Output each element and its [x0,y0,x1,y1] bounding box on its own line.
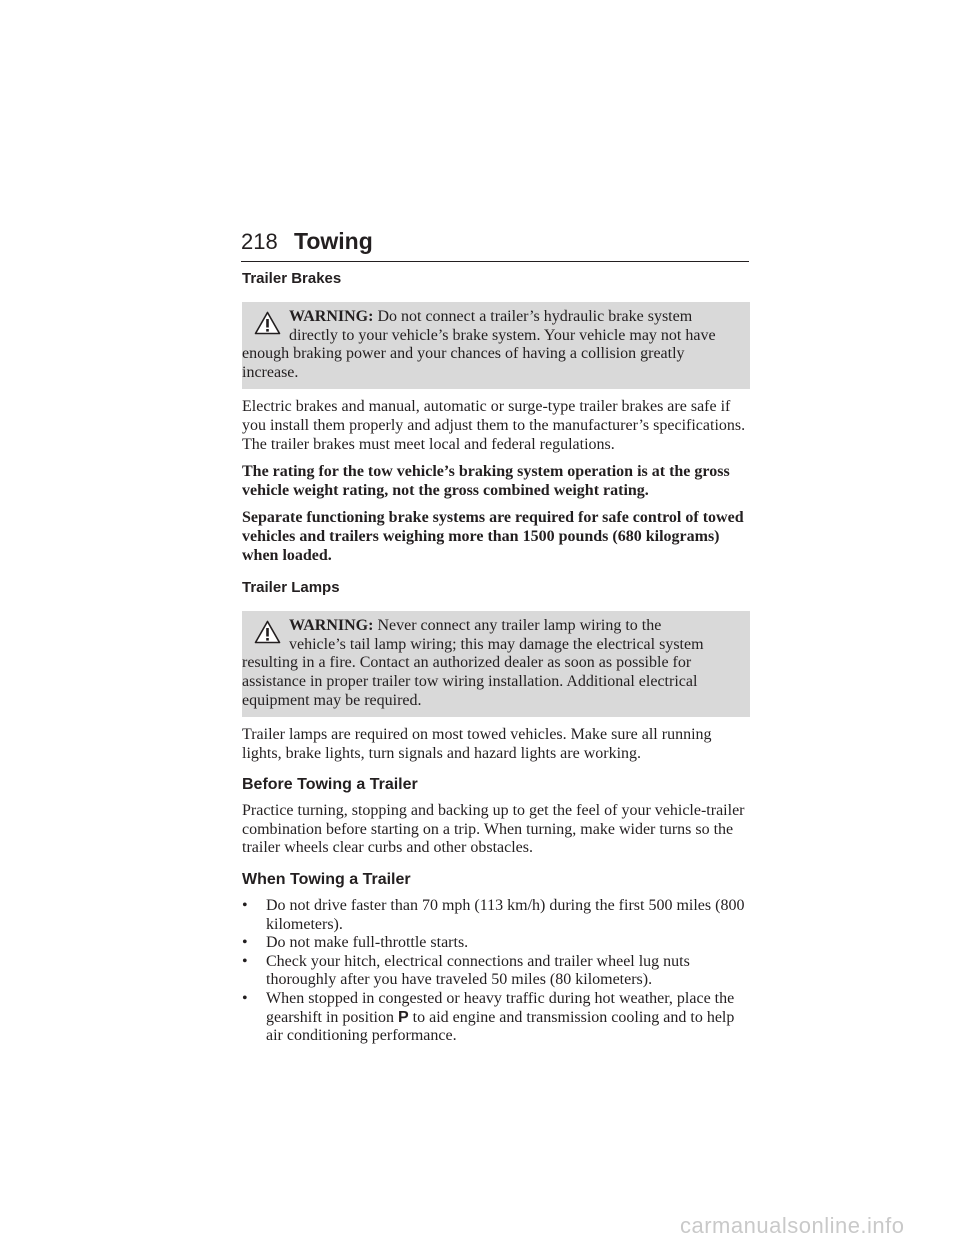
paragraph-electric-brakes: Electric brakes and manual, automatic or surge-type trailer brakes are safe if you install them properly and adjust them to the manufacturer’s specifications. The trailer brakes must meet local and federal regulations. [242,398,746,453]
paragraph-separate-brakes: Separate functioning brake systems are required for safe control of towed vehicles and trailers weighing more than 1500 pounds (680 kilograms) when loaded. [242,509,744,564]
warning-text-rest: enough braking power and your chances of having a collision greatly increase. [242,345,685,381]
section-heading-trailer-lamps: Trailer Lamps [242,579,340,597]
list-item-text: Check your hitch, electrical connections and trailer wheel lug nuts thoroughly after you have traveled 50 miles (80 kilometers). [266,952,690,989]
bullet-mark: • [242,934,248,952]
warning-line1: Do not connect a trailer’s hydraulic brake system [377,308,693,325]
warning-line1: Never connect any trailer lamp wiring to the [377,617,662,635]
list-item-text-after: to aid engine and transmission cooling and to help air conditioning performance. [266,1008,735,1045]
towing-tips-list [242,897,750,1046]
page-number: 218 [241,229,278,254]
section-heading-when-towing: When Towing a Trailer [242,871,411,889]
warning-label: WARNING: [289,617,374,635]
warning-first-line [242,617,742,636]
warning-box-trailer-lamps [242,611,750,717]
warning-text-cont: directly to your vehicle’s brake system. Your vehicle may not have [289,326,716,344]
list-item [242,934,750,953]
bullet-mark: • [242,897,248,915]
list-item-text-before: When stopped in congested or heavy traffic during hot weather, place the gearshift in position [266,990,735,1026]
list-item [242,990,750,1046]
gear-position-p: P [397,1008,409,1026]
warning-label: WARNING: [289,308,374,325]
chapter-title: Towing [294,228,373,254]
list-item [242,897,750,934]
warning-triangle-icon [254,620,281,644]
page-content [242,270,750,1046]
warning-text-rest: resulting in a fire. Contact an authorized dealer as soon as possible for assistance in proper trailer tow wiring installation. Additional electrical equipment may be required. [242,654,698,709]
section-heading-trailer-brakes: Trailer Brakes [242,270,342,287]
paragraph-rating-note: The rating for the tow vehicle’s braking system operation is at the gross vehicle weight rating, not the gross combined weight rating. [242,463,730,499]
section-heading-before-towing: Before Towing a Trailer [242,776,418,794]
list-item-text: Do not make full-throttle starts. [266,934,469,952]
bullet-mark: • [242,952,248,970]
list-item [242,953,750,990]
watermark: carmanualsonline.info [680,1213,905,1238]
paragraph-trailer-lamps: Trailer lamps are required on most towed vehicles. Make sure all running lights, brake lights, turn signals and hazard lights are working. [242,726,712,762]
paragraph-practice-turning: Practice turning, stopping and backing up to get the feel of your vehicle-trailer combination before starting on a trip. When turning, make wider turns so the trailer wheels clear curbs and other obstacles. [242,802,745,857]
page-header [241,227,749,262]
warning-box-trailer-brakes [242,302,750,389]
list-item-text: Do not drive faster than 70 mph (113 km/h) during the first 500 miles (800 kilometers). [266,897,745,933]
bullet-mark: • [242,990,248,1008]
warning-text-cont: vehicle’s tail lamp wiring; this may damage the electrical system [289,635,704,653]
warning-triangle-icon [254,311,281,335]
warning-first-line [242,308,742,327]
